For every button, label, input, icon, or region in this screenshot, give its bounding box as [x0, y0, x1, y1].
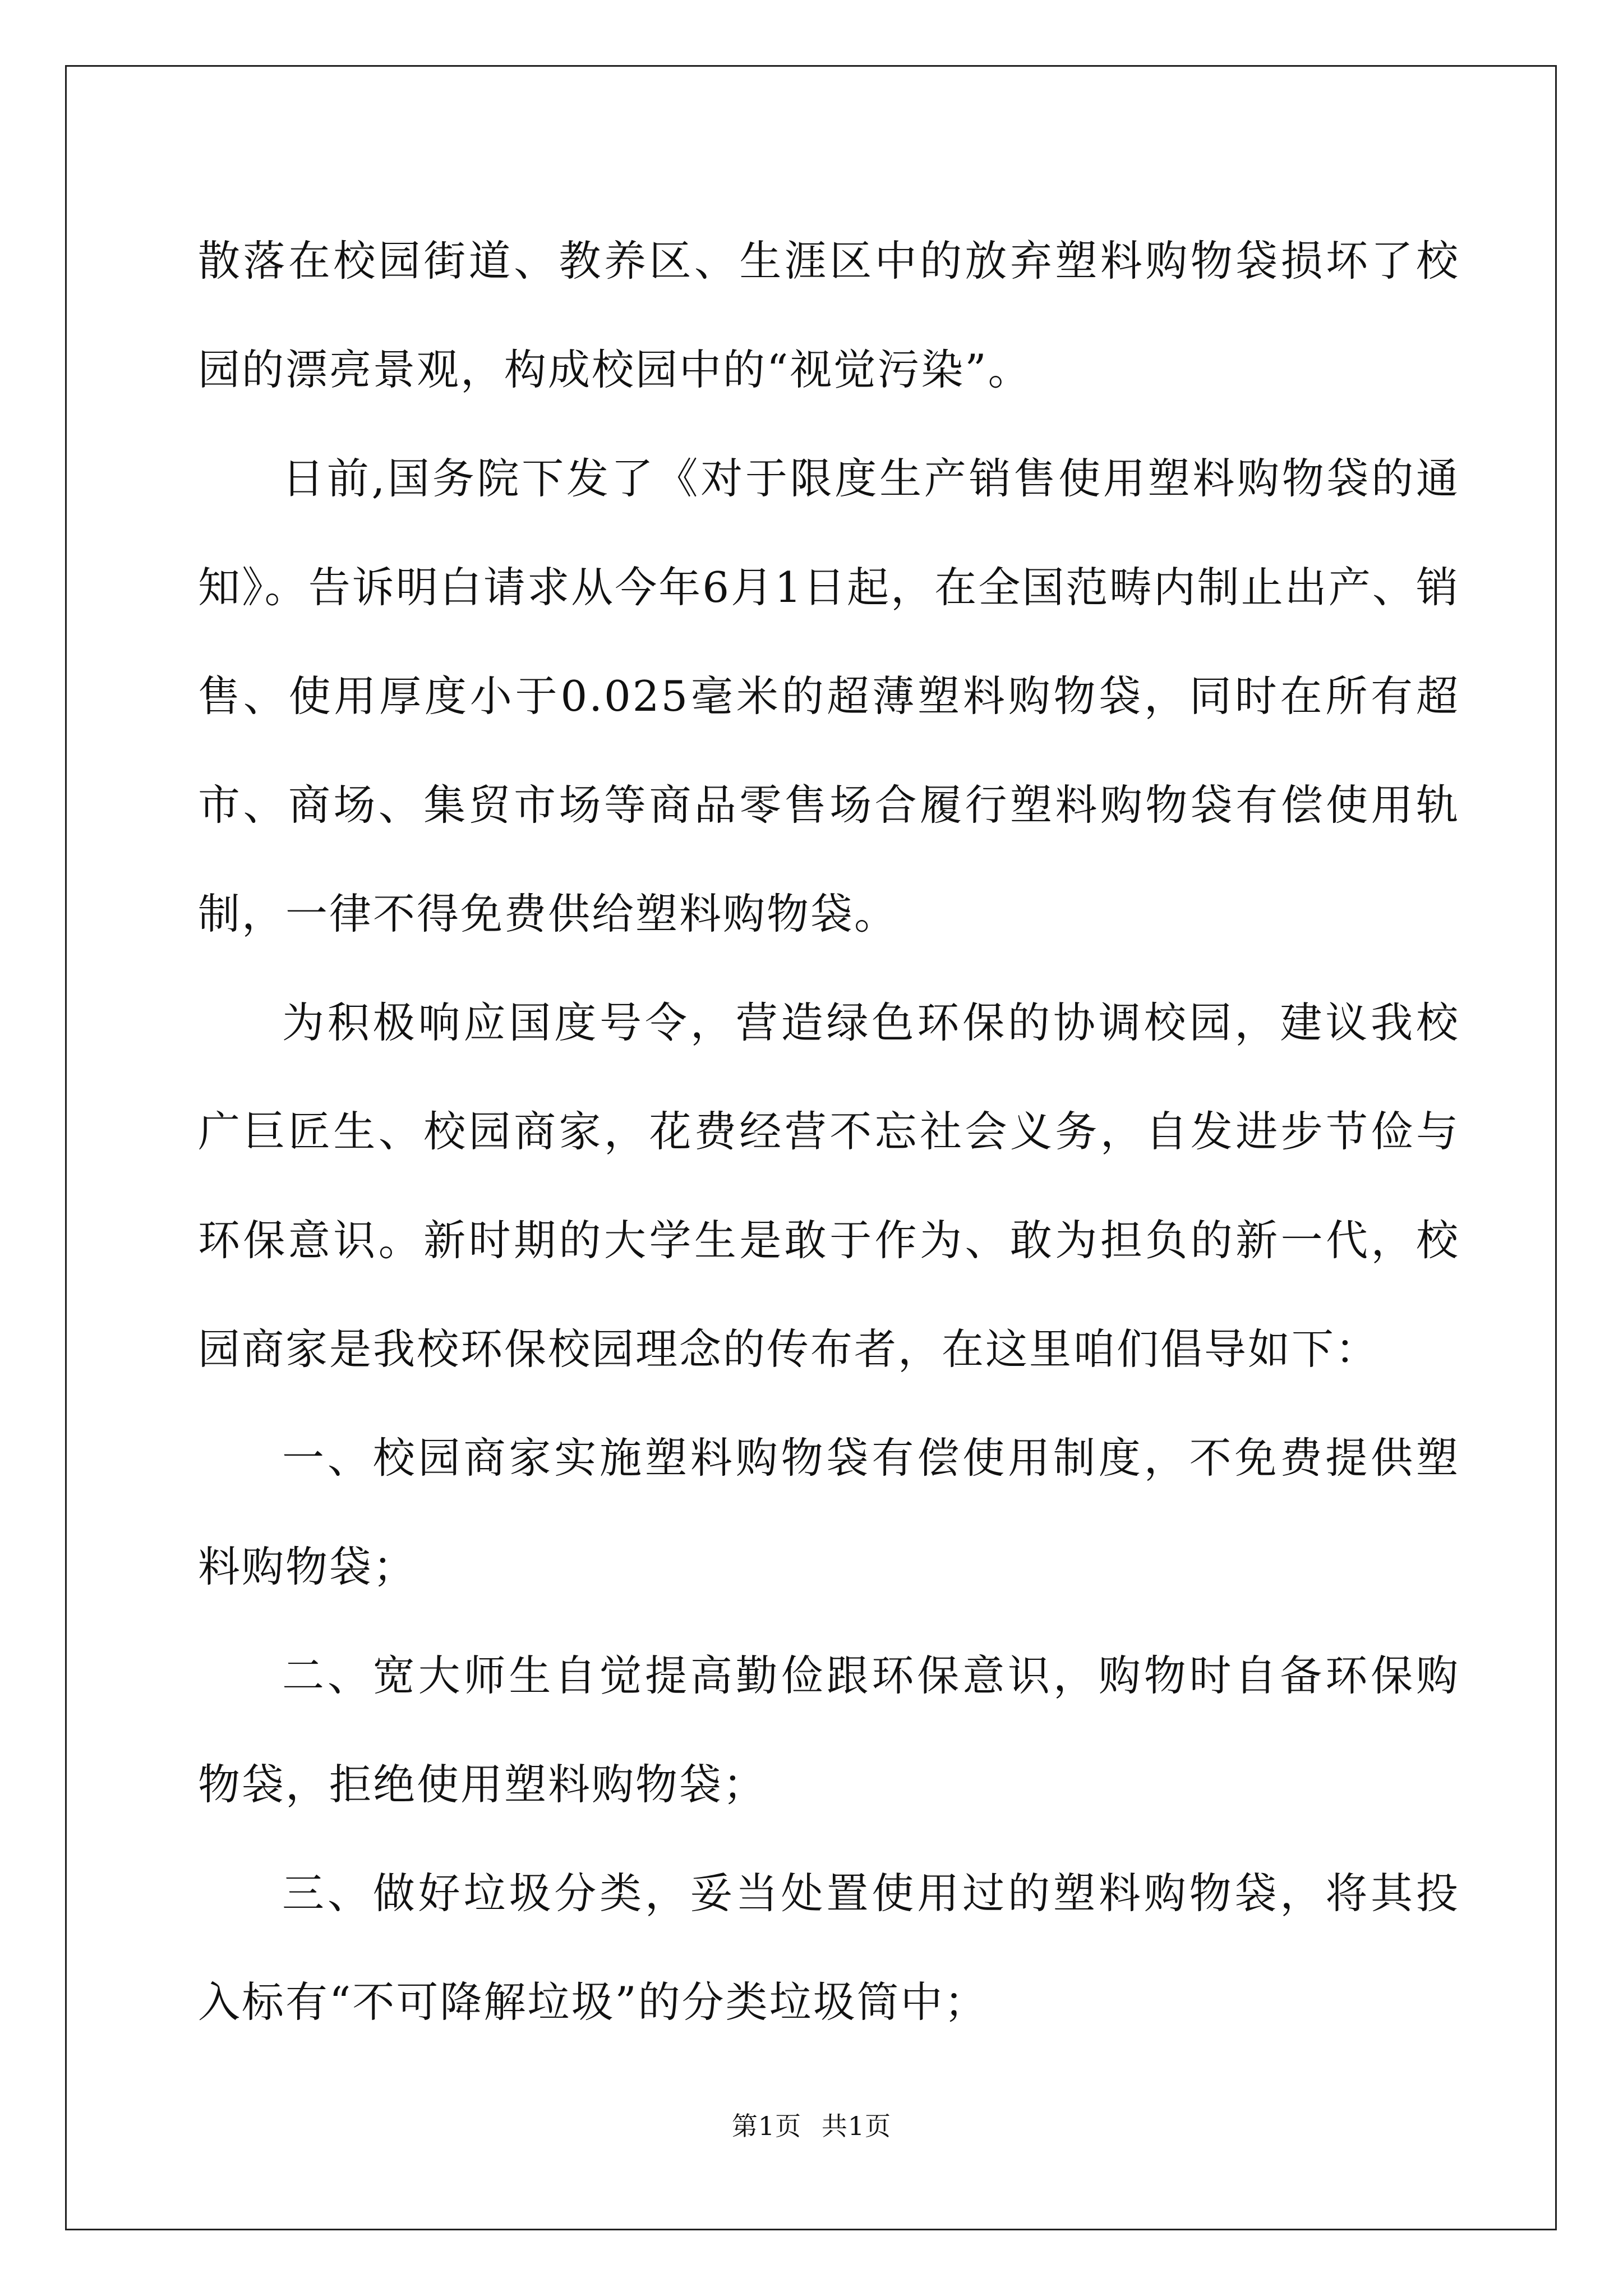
paragraph-5: 二、宽大师生自觉提高勤俭跟环保意识，购物时自备环保购物袋，拒绝使用塑料购物袋；: [198, 1651, 1460, 1809]
paragraph-4: 一、校园商家实施塑料购物袋有偿使用制度，不免费提供塑料购物袋；: [198, 1433, 1460, 1591]
page-number-current: 第1页: [731, 2111, 802, 2141]
document-body: [198, 206, 1460, 2056]
page-footer: [0, 2109, 1623, 2143]
paragraph-6: 三、做好垃圾分类，妥当处置使用过的塑料购物袋，将其投入标有“不可降解垃圾”的分类垃圾筒中；: [198, 1869, 1460, 2027]
page-number-total: 共1页: [821, 2111, 892, 2141]
paragraph-3: 为积极响应国度号令，营造绿色环保的协调校园，建议我校广巨匠生、校园商家，花费经营不忘社会义务，自发进步节俭与环保意识。新时期的大学生是敢于作为、敢为担负的新一代，校园商家是我校环保校园理念的传布者，在这里咱们倡导如下：: [198, 998, 1460, 1374]
paragraph-1: 散落在校园街道、教养区、生涯区中的放弃塑料购物袋损坏了校园的漂亮景观，构成校园中的“视觉污染”。: [198, 236, 1460, 394]
paragraph-2: 日前,国务院下发了《对于限度生产销售使用塑料购物袋的通知》。告诉明白请求从今年6月1日起，在全国范畴内制止出产、销售、使用厚度小于0.025毫米的超薄塑料购物袋，同时在所有超市、商场、集贸市场等商品零售场合履行塑料购物袋有偿使用轨制，一律不得免费供给塑料购物袋。: [198, 454, 1460, 938]
